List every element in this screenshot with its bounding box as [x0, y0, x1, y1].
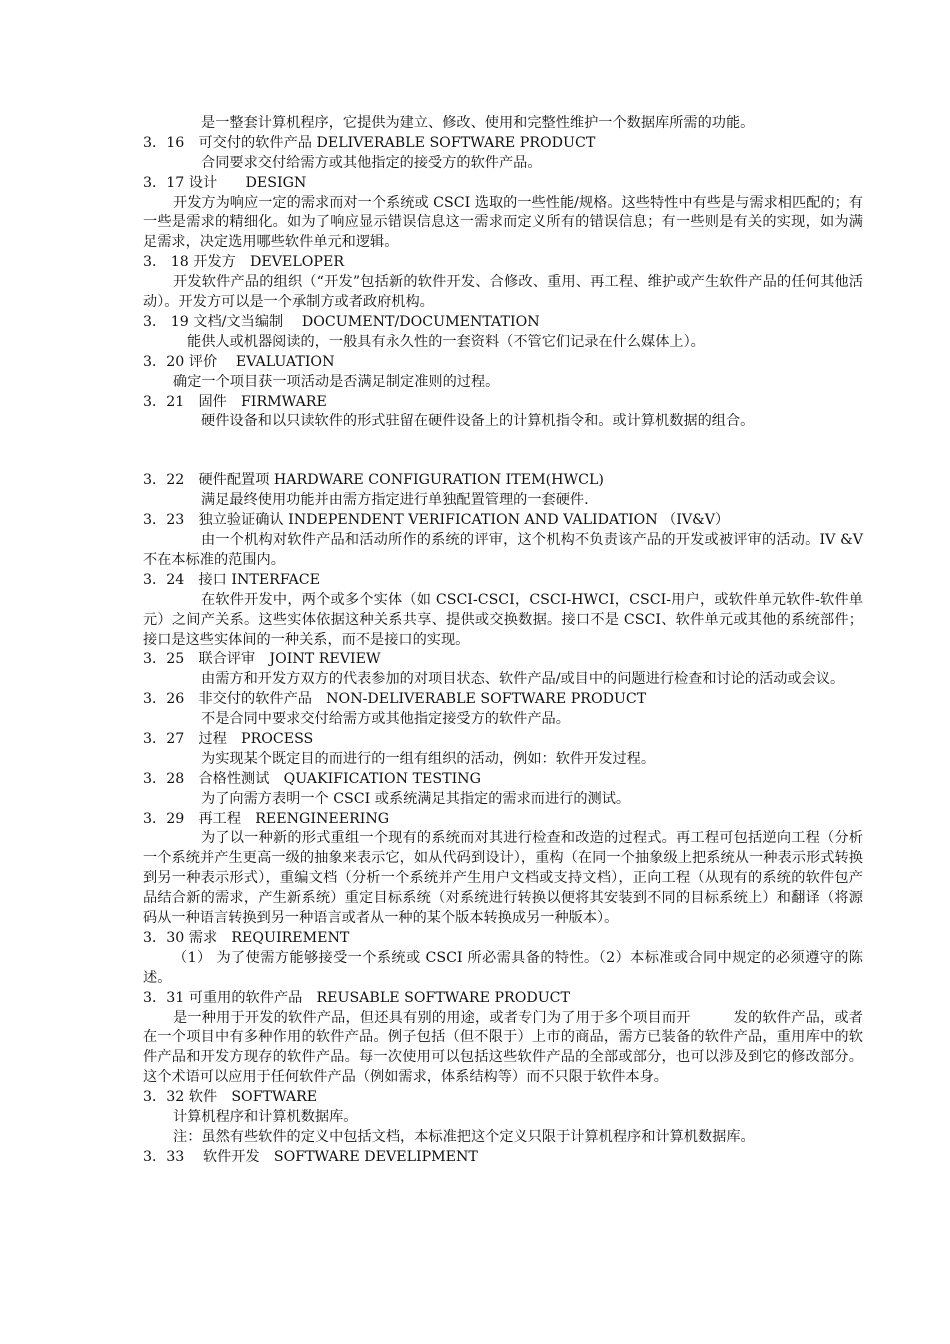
- definition-line: 是一整套计算机程序，它提供为建立、修改、使用和完整性维护一个数据库所需的功能。: [201, 115, 755, 131]
- definition-paragraph: 开发软件产品的组织（“开发”包括新的软件开发、合修改、重用、再工程、维护或产生软件产品的任何其他活动）。开发方可以是一个承制方或者政府机构。: [143, 274, 863, 311]
- definition-paragraph: 由需方和开发方双方的代表参加的对项目状态、软件产品/或目中的问题进行检查和讨论的活动或会议。: [201, 671, 845, 688]
- section-heading: 3．27 过程 PROCESS: [143, 731, 314, 747]
- definition-line: 合同要求交付给需方或其他指定的接受方的软件产品。: [201, 154, 542, 171]
- section-heading: 3．16 可交付的软件产品 DELIVERABLE SOFTWARE PRODUCT: [143, 134, 596, 151]
- definition-paragraph: （1） 为了使需方能够接受一个系统或 CSCI 所必需具备的特性。（2）本标准或合同中规定的必须遵守的陈述。: [143, 949, 863, 986]
- definition-line: 计算机程序和计算机数据库。: [173, 1109, 358, 1126]
- section-heading: 3．20 评价 EVALUATION: [143, 353, 335, 370]
- section-heading: 3．21 固件 FIRMWARE: [143, 393, 327, 410]
- section-heading: 3．22 硬件配置项 HARDWARE CONFIGURATION ITEM(HWCL): [143, 472, 604, 489]
- blank-space: [143, 432, 863, 471]
- section-heading: 3．26 非交付的软件产品 NON-DELIVERABLE SOFTWARE PRODUCT: [143, 691, 647, 708]
- definition-paragraph: 开发方为响应一定的需求而对一个系统或 CSCI 选取的一些性能/规格。这些特性中有些是与需求相匹配的；有一些是需求的精细化。如为了响应显示错误信息这一需求而定义所有的错误信息；有一些则是有关的实现，如为满足需求，决定选用哪些软件单元和逻辑。: [143, 194, 863, 251]
- section-heading: 3．28 合格性测试 QUAKIFICATION TESTING: [143, 770, 481, 787]
- definition-paragraph: 是一种用于开发的软件产品，但还具有别的用途，或者专门为了用于多个项目而开 发的软件产品，或者在一个项目中有多种作用的软件产品。例子包括（但不限于）上市的商品，需方已装备的软件产品，重用库中的软件产品和开发方现存的软件产品。每一次使用可以包括这些软件产品的全部或部分，也可以涉及到它的修改部分。这个术语可以应用于任何软件产品（例如需求，体系结构等）而不只限于软件本身。: [143, 1009, 863, 1086]
- definition-paragraph: 为了以一种新的形式重组一个现有的系统而对其进行检查和改造的过程式。再工程可包括逆向工程（分析一个系统并产生更高一级的抽象来表示它，如从代码到设计），重构（在同一个抽象级上把系统从一种表示形式转换到另一种表示形式），重编文档（分析一个系统并产生用户文档或支持文档），正向工程（从现有的系统的软件包产品结合新的需求，产生新系统）重定目标系统（对系统进行转换以便将其安装到不同的目标系统上）和翻译（将源码从一种语言转换到另一种语言或者从一种的某个版本转换成另一种版本）。: [143, 830, 863, 927]
- definition-line: 不是合同中要求交付给需方或其他指定接受方的软件产品。: [201, 711, 570, 728]
- section-heading: 3．31 可重用的软件产品 REUSABLE SOFTWARE PRODUCT: [143, 989, 570, 1006]
- definition-line: 注：虽然有些软件的定义中包括文档，本标准把这个定义只限于计算机程序和计算机数据库。: [173, 1128, 755, 1145]
- definition-line: 确定一个项目获一项活动是否满足制定准则的过程。: [173, 373, 500, 390]
- definition-line: 硬件设备和以只读软件的形式驻留在硬件设备上的计算机指令和。或计算机数据的组合。: [201, 413, 755, 430]
- section-heading: 3． 18 开发方 DEVELOPER: [143, 254, 345, 271]
- section-heading: 3． 19 文档/文当编制 DOCUMENT/DOCUMENTATION: [143, 313, 540, 330]
- section-heading: 3．24 接口 INTERFACE: [143, 571, 320, 588]
- section-heading: 3．30 需求 REQUIREMENT: [143, 929, 350, 946]
- section-heading: 3．23 独立验证确认 INDEPENDENT VERIFICATION AND VALIDATION （IV&V）: [143, 512, 730, 529]
- definition-line: 能供人或机器阅读的，一般具有永久性的一套资料（不管它们记录在什么媒体上）。: [187, 333, 705, 350]
- section-heading: 3．25 联合评审 JOINT REVIEW: [143, 651, 381, 668]
- definition-paragraph: 由一个机构对软件产品和活动所作的系统的评审，这个机构不负责该产品的开发或被评审的活动。IV &V 不在本标准的范围内。: [143, 532, 863, 568]
- definition-line: 为实现某个既定目的而进行的一组有组织的活动，例如：软件开发过程。: [201, 750, 656, 767]
- definition-paragraph: 在软件开发中，两个或多个实体（如 CSCI-CSCI，CSCI-HWCI，CSCI-用户，或软件单元软件-软件单元）之间产关系。这些实体依据这种关系共享、提供或交换数据。接口不是 CSCI、软件单元或其他的系统部件；接口是这些实体间的一种关系，而不是接口的实现。: [143, 591, 863, 648]
- document-page: [143, 114, 863, 1168]
- definition-line: 为了向需方表明一个 CSCI 或系统满足其指定的需求而进行的测试。: [201, 790, 631, 807]
- section-heading: 3．29 再工程 REENGINEERING: [143, 810, 390, 827]
- section-heading: 3．17 设计 DESIGN: [143, 174, 307, 191]
- section-heading: 3．32 软件 SOFTWARE: [143, 1089, 318, 1106]
- definition-line: 满足最终使用功能并由需方指定进行单独配置管理的一套硬件.: [201, 492, 589, 509]
- section-heading: 3．33 软件开发 SOFTWARE DEVELIPMENT: [143, 1148, 478, 1165]
